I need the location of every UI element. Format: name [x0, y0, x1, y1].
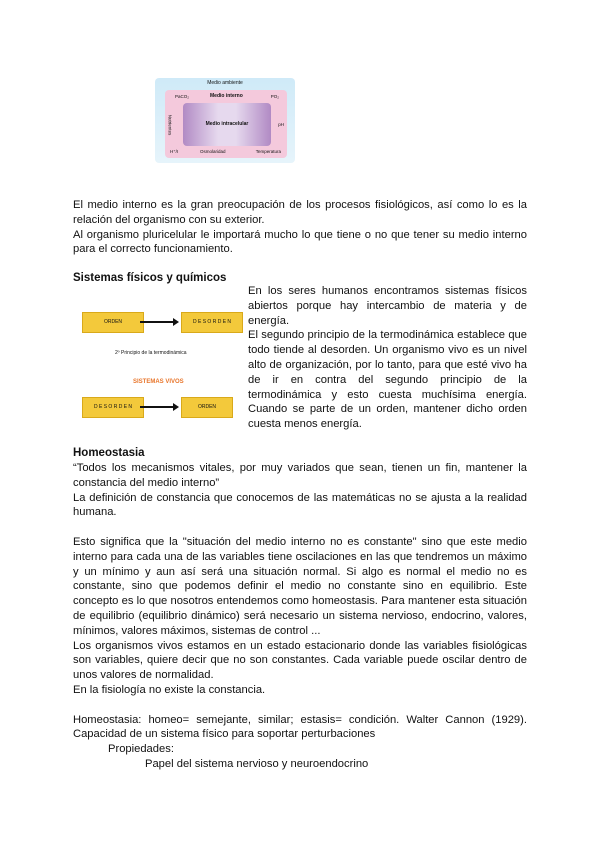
paragraph: En los seres humanos encontramos sistemas físicos abiertos porque hay intercambio de materia y de energía.: [248, 285, 527, 327]
paragraph: Al organismo pluricelular le importará mucho lo que tiene o no que tener su medio interno para el correcto funcionamiento.: [73, 228, 527, 256]
sistemas-vivos-label: SISTEMAS VIVOS: [133, 379, 184, 385]
label-osmolarity: Osmolaridad: [200, 149, 226, 154]
label-ph: pH: [278, 122, 284, 127]
arrow-icon: [140, 321, 175, 323]
paragraph: La definición de constancia que conocemos de las matemáticas no se ajusta a la realidad humana.: [73, 491, 527, 519]
orden-box-2: ORDEN: [181, 397, 233, 418]
list-item: Papel del sistema nervioso y neuroendocrino: [145, 757, 369, 770]
label-po2: PO₂: [270, 94, 279, 99]
intro-text: [73, 198, 527, 257]
label-h: H⁺/I: [170, 149, 179, 154]
propiedades-label: Propiedades:: [108, 743, 174, 756]
heading-sistemas: Sistemas físicos y químicos: [73, 272, 227, 284]
paragraph: El medio interno es la gran preocupación de los procesos fisiológicos, así como lo es la relación del organismo con su exterior.: [73, 199, 527, 226]
orden-box: ORDEN: [82, 312, 144, 333]
homeostasia-text: [73, 461, 527, 772]
desorden-box-2: D E S O R D E N: [82, 397, 144, 418]
label-pco2: PaCO₂: [175, 94, 190, 99]
paragraph: “Todos los mecanismos vitales, por muy variados que sean, tienen un fin, mantener la constancia del medio interno”: [73, 462, 527, 489]
arrow-icon: [140, 406, 175, 408]
intracellular-box: Medio intracelular: [183, 103, 271, 146]
paragraph: Homeostasia: homeo= semejante, similar; estasis= condición. Walter Cannon (1929). Capacidad de un sistema físico para soportar perturbaciones: [73, 713, 527, 741]
medio-interno-figure: [155, 78, 295, 163]
paragraph: En la fisiología no existe la constancia.: [73, 683, 266, 696]
label-internal: Medio interno: [210, 93, 243, 99]
internal-box: [165, 90, 287, 158]
label-nutrients: Nutrientes: [167, 114, 173, 136]
sistemas-text: [248, 284, 527, 432]
label-temperature: Temperatura: [255, 149, 281, 154]
paragraph: Los organismos vivos estamos en un estado estacionario donde las variables fisiológicas son variables, quiere decir que no son constantes. Cada variable puede oscilar dentro de unos valores de normalidad.: [73, 639, 527, 682]
paragraph: El segundo principio de la termodinámica establece que todo tiende al desorden. Un organismo vivo es un nivel alto de organización, por lo tanto, para que esté vivo ha de ir en contra del segundo principio de la termodinámica y esto cuesta muchísima energía. Cuando se parte de un orden, mantener dicho orden cuesta menos energía.: [248, 329, 527, 431]
diagram-caption: 2º Principio de la termodinámica: [115, 350, 187, 356]
heading-homeostasia: Homeostasia: [73, 447, 145, 459]
paragraph: Esto significa que la "situación del medio interno no es constante" sino que este medio interno para cada una de las variables tiene oscilaciones en las que tendremos un máximo y un mínimo y aun así será una situación normal. Si algo es normal el medio no es constante, sino que podemos definir el medio no constante sino en equilibrio. Este concepto es lo que nosotros entendemos como homeostasis. Para mantener esta situación de equilibrio (equilibrio dinámico) será necesario un sistema nervioso, endocrino, valores, mínimos, valores máximos, sistemas de control ...: [73, 535, 527, 637]
label-ambient: Medio ambiente: [207, 80, 243, 86]
desorden-box: D E S O R D E N: [181, 312, 243, 333]
